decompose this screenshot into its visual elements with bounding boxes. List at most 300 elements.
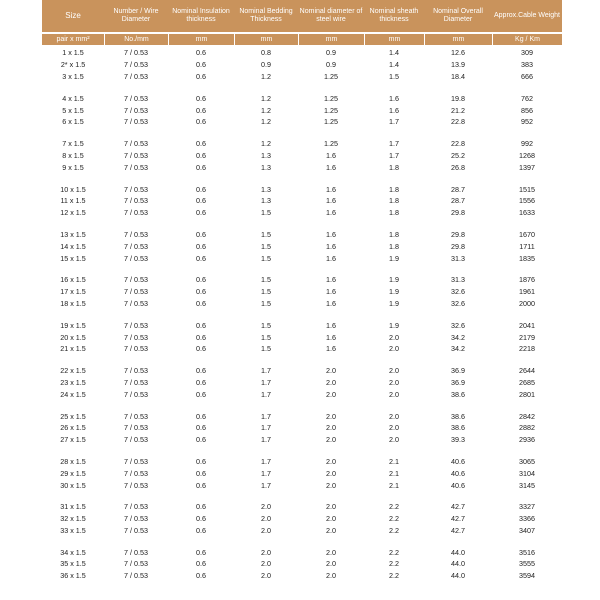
cell-bedding: 0.9	[261, 60, 271, 70]
cell-bedding: 1.5	[261, 344, 271, 354]
cell-insulation: 0.6	[196, 71, 206, 81]
cell-steel: 2.0	[326, 377, 336, 387]
cell-steel: 1.25	[324, 71, 338, 81]
cell-size: 1 x 1.5	[62, 48, 84, 58]
cell-weight: 3594	[519, 571, 535, 581]
table-row	[42, 365, 562, 377]
cell-sheath: 1.9	[389, 298, 399, 308]
row-group	[42, 183, 562, 218]
unit-size: pair x mm²	[56, 36, 90, 43]
cell-bedding: 1.7	[261, 389, 271, 399]
cell-size: 17 x 1.5	[60, 287, 86, 297]
cell-sheath: 2.0	[389, 344, 399, 354]
cell-sheath: 1.8	[389, 162, 399, 172]
cell-sheath: 2.0	[389, 411, 399, 421]
cell-sheath: 1.5	[389, 71, 399, 81]
cell-weight: 762	[521, 93, 533, 103]
table-row	[42, 343, 562, 355]
cell-sheath: 2.1	[389, 468, 399, 478]
cell-insulation: 0.6	[196, 514, 206, 524]
cell-wire: 7 / 0.53	[124, 344, 148, 354]
cell-steel: 1.25	[324, 117, 338, 127]
cell-overall: 36.9	[451, 366, 465, 376]
cell-weight: 2801	[519, 389, 535, 399]
table-row	[42, 71, 562, 83]
cell-insulation: 0.6	[196, 184, 206, 194]
cell-sheath: 2.1	[389, 456, 399, 466]
row-group	[42, 456, 562, 491]
table-row	[42, 410, 562, 422]
cell-wire: 7 / 0.53	[124, 60, 148, 70]
cell-weight: 2882	[519, 423, 535, 433]
header-size: Size	[65, 11, 81, 20]
unit-bedding: mm	[234, 34, 298, 45]
cell-overall: 44.0	[451, 571, 465, 581]
cell-overall: 44.0	[451, 559, 465, 569]
cell-sheath: 1.8	[389, 196, 399, 206]
cell-bedding: 1.7	[261, 480, 271, 490]
cell-sheath: 2.0	[389, 366, 399, 376]
cell-weight: 1876	[519, 275, 535, 285]
cell-steel: 2.0	[326, 571, 336, 581]
cell-wire: 7 / 0.53	[124, 117, 148, 127]
cell-overall: 31.3	[451, 275, 465, 285]
cell-overall: 12.6	[451, 48, 465, 58]
cell-insulation: 0.6	[196, 377, 206, 387]
cell-overall: 29.8	[451, 241, 465, 251]
cell-bedding: 2.0	[261, 571, 271, 581]
cell-weight: 3516	[519, 547, 535, 557]
cell-steel: 1.6	[326, 287, 336, 297]
cell-weight: 2685	[519, 377, 535, 387]
cell-size: 12 x 1.5	[60, 208, 86, 218]
cell-size: 8 x 1.5	[62, 150, 84, 160]
units-row	[42, 33, 562, 45]
cell-weight: 992	[521, 139, 533, 149]
header-sheath: Nominal sheath thickness	[369, 8, 419, 23]
cell-wire: 7 / 0.53	[124, 547, 148, 557]
cell-steel: 1.6	[326, 332, 336, 342]
row-group	[42, 546, 562, 581]
cell-weight: 2644	[519, 366, 535, 376]
cell-sheath: 2.2	[389, 514, 399, 524]
cell-steel: 2.0	[326, 559, 336, 569]
cell-size: 9 x 1.5	[62, 162, 84, 172]
cell-size: 35 x 1.5	[60, 559, 86, 569]
cell-weight: 2842	[519, 411, 535, 421]
cell-bedding: 2.0	[261, 502, 271, 512]
cell-overall: 19.8	[451, 93, 465, 103]
cell-sheath: 1.7	[389, 117, 399, 127]
cell-overall: 21.2	[451, 105, 465, 115]
row-group	[42, 47, 562, 82]
row-group	[42, 229, 562, 264]
cell-insulation: 0.6	[196, 502, 206, 512]
cell-sheath: 1.9	[389, 320, 399, 330]
cell-wire: 7 / 0.53	[124, 162, 148, 172]
cell-insulation: 0.6	[196, 344, 206, 354]
cell-steel: 1.6	[326, 162, 336, 172]
cell-bedding: 2.0	[261, 547, 271, 557]
cell-sheath: 2.1	[389, 480, 399, 490]
cell-overall: 42.7	[451, 525, 465, 535]
cell-wire: 7 / 0.53	[124, 456, 148, 466]
cell-overall: 22.8	[451, 117, 465, 127]
table-row	[42, 467, 562, 479]
cell-size: 32 x 1.5	[60, 514, 86, 524]
cell-steel: 1.6	[326, 229, 336, 239]
cell-bedding: 1.7	[261, 366, 271, 376]
cell-size: 16 x 1.5	[60, 275, 86, 285]
cell-weight: 2000	[519, 298, 535, 308]
cell-weight: 2936	[519, 435, 535, 445]
cell-sheath: 1.6	[389, 93, 399, 103]
table-row	[42, 240, 562, 252]
cell-insulation: 0.6	[196, 456, 206, 466]
cell-size: 7 x 1.5	[62, 139, 84, 149]
table-row	[42, 525, 562, 537]
cell-sheath: 2.2	[389, 559, 399, 569]
cell-insulation: 0.6	[196, 208, 206, 218]
table-row	[42, 546, 562, 558]
cell-sheath: 2.0	[389, 377, 399, 387]
table-row	[42, 138, 562, 150]
cell-weight: 952	[521, 117, 533, 127]
cell-wire: 7 / 0.53	[124, 423, 148, 433]
cell-size: 18 x 1.5	[60, 298, 86, 308]
cell-size: 13 x 1.5	[60, 229, 86, 239]
header-wire-diameter: Number / Wire Diameter	[113, 8, 159, 23]
cell-weight: 666	[521, 71, 533, 81]
header-weight: Approx.Cable Weight	[493, 12, 561, 19]
cell-weight: 3104	[519, 468, 535, 478]
cell-steel: 1.6	[326, 208, 336, 218]
cell-weight: 3407	[519, 525, 535, 535]
cell-wire: 7 / 0.53	[124, 229, 148, 239]
row-group	[42, 138, 562, 173]
table-row	[42, 59, 562, 71]
cell-size: 36 x 1.5	[60, 571, 86, 581]
cell-overall: 44.0	[451, 547, 465, 557]
cell-insulation: 0.6	[196, 105, 206, 115]
cable-spec-table	[42, 0, 562, 592]
cell-steel: 1.6	[326, 150, 336, 160]
cell-steel: 1.6	[326, 320, 336, 330]
cell-bedding: 1.3	[261, 184, 271, 194]
cell-steel: 2.0	[326, 411, 336, 421]
cell-size: 6 x 1.5	[62, 117, 84, 127]
cell-overall: 28.7	[451, 196, 465, 206]
cell-sheath: 1.8	[389, 184, 399, 194]
cell-overall: 38.6	[451, 389, 465, 399]
cell-insulation: 0.6	[196, 162, 206, 172]
cell-bedding: 1.5	[261, 275, 271, 285]
cell-overall: 40.6	[451, 456, 465, 466]
table-row	[42, 183, 562, 195]
table-row	[42, 570, 562, 582]
cell-wire: 7 / 0.53	[124, 298, 148, 308]
cell-wire: 7 / 0.53	[124, 208, 148, 218]
cell-weight: 1711	[519, 241, 535, 251]
unit-wire: No./mm	[104, 34, 168, 45]
cell-steel: 1.25	[324, 105, 338, 115]
cell-overall: 32.6	[451, 287, 465, 297]
cell-wire: 7 / 0.53	[124, 514, 148, 524]
cell-overall: 29.8	[451, 229, 465, 239]
cell-overall: 38.6	[451, 411, 465, 421]
cell-bedding: 2.0	[261, 514, 271, 524]
cell-insulation: 0.6	[196, 547, 206, 557]
cell-wire: 7 / 0.53	[124, 139, 148, 149]
cell-insulation: 0.6	[196, 287, 206, 297]
cell-overall: 29.8	[451, 208, 465, 218]
table-row	[42, 207, 562, 219]
cell-bedding: 1.5	[261, 253, 271, 263]
cell-overall: 40.6	[451, 468, 465, 478]
cell-bedding: 1.3	[261, 196, 271, 206]
table-row	[42, 388, 562, 400]
table-row	[42, 104, 562, 116]
cell-wire: 7 / 0.53	[124, 150, 148, 160]
cell-overall: 40.6	[451, 480, 465, 490]
cell-bedding: 1.5	[261, 229, 271, 239]
table-row	[42, 229, 562, 241]
cell-insulation: 0.6	[196, 571, 206, 581]
cell-overall: 13.9	[451, 60, 465, 70]
table-row	[42, 434, 562, 446]
table-row	[42, 195, 562, 207]
cell-overall: 42.7	[451, 514, 465, 524]
row-group	[42, 501, 562, 536]
cell-steel: 1.25	[324, 139, 338, 149]
cell-steel: 2.0	[326, 423, 336, 433]
cell-insulation: 0.6	[196, 332, 206, 342]
cell-size: 30 x 1.5	[60, 480, 86, 490]
cell-steel: 1.25	[324, 93, 338, 103]
row-group	[42, 365, 562, 400]
cell-insulation: 0.6	[196, 525, 206, 535]
cell-bedding: 1.5	[261, 332, 271, 342]
cell-steel: 2.0	[326, 480, 336, 490]
cell-insulation: 0.6	[196, 60, 206, 70]
cell-weight: 309	[521, 48, 533, 58]
cell-overall: 38.6	[451, 423, 465, 433]
table-row	[42, 558, 562, 570]
cell-wire: 7 / 0.53	[124, 275, 148, 285]
table-row	[42, 150, 562, 162]
table-row	[42, 319, 562, 331]
table-row	[42, 298, 562, 310]
cell-bedding: 1.7	[261, 435, 271, 445]
cell-wire: 7 / 0.53	[124, 389, 148, 399]
cell-wire: 7 / 0.53	[124, 93, 148, 103]
cell-overall: 32.6	[451, 298, 465, 308]
cell-overall: 28.7	[451, 184, 465, 194]
table-row	[42, 479, 562, 491]
cell-weight: 1268	[519, 150, 535, 160]
cell-wire: 7 / 0.53	[124, 480, 148, 490]
cell-size: 33 x 1.5	[60, 525, 86, 535]
cell-size: 28 x 1.5	[60, 456, 86, 466]
cell-steel: 2.0	[326, 547, 336, 557]
cell-overall: 32.6	[451, 320, 465, 330]
cell-weight: 1835	[519, 253, 535, 263]
cell-size: 10 x 1.5	[60, 184, 86, 194]
cell-wire: 7 / 0.53	[124, 571, 148, 581]
table-header	[42, 0, 562, 32]
cell-weight: 3366	[519, 514, 535, 524]
cell-size: 5 x 1.5	[62, 105, 84, 115]
cell-bedding: 1.5	[261, 287, 271, 297]
cell-insulation: 0.6	[196, 241, 206, 251]
cell-steel: 1.6	[326, 241, 336, 251]
cell-size: 11 x 1.5	[60, 196, 86, 206]
cell-overall: 18.4	[451, 71, 465, 81]
cell-bedding: 1.2	[261, 105, 271, 115]
cell-bedding: 2.0	[261, 525, 271, 535]
table-row	[42, 331, 562, 343]
cell-bedding: 1.7	[261, 468, 271, 478]
cell-sheath: 2.2	[389, 525, 399, 535]
cell-bedding: 1.5	[261, 298, 271, 308]
cell-size: 20 x 1.5	[60, 332, 86, 342]
table-row	[42, 286, 562, 298]
cell-weight: 3327	[519, 502, 535, 512]
cell-sheath: 1.9	[389, 253, 399, 263]
table-row	[42, 501, 562, 513]
cell-wire: 7 / 0.53	[124, 559, 148, 569]
cell-sheath: 1.8	[389, 241, 399, 251]
cell-sheath: 1.7	[389, 150, 399, 160]
cell-size: 19 x 1.5	[60, 320, 86, 330]
cell-insulation: 0.6	[196, 196, 206, 206]
cell-wire: 7 / 0.53	[124, 411, 148, 421]
cell-size: 24 x 1.5	[60, 389, 86, 399]
cell-insulation: 0.6	[196, 435, 206, 445]
cell-insulation: 0.6	[196, 389, 206, 399]
cell-overall: 25.2	[451, 150, 465, 160]
unit-weight: Kg / Km	[492, 34, 562, 45]
cell-wire: 7 / 0.53	[124, 377, 148, 387]
table-body	[42, 47, 562, 582]
cell-size: 22 x 1.5	[60, 366, 86, 376]
cell-weight: 3145	[519, 480, 535, 490]
cell-size: 31 x 1.5	[60, 502, 86, 512]
cell-size: 29 x 1.5	[60, 468, 86, 478]
cell-overall: 22.8	[451, 139, 465, 149]
cell-overall: 42.7	[451, 502, 465, 512]
table-row	[42, 116, 562, 128]
cell-overall: 31.3	[451, 253, 465, 263]
cell-wire: 7 / 0.53	[124, 366, 148, 376]
cell-sheath: 1.8	[389, 208, 399, 218]
cell-overall: 39.3	[451, 435, 465, 445]
cell-weight: 3065	[519, 456, 535, 466]
cell-wire: 7 / 0.53	[124, 435, 148, 445]
cell-bedding: 0.8	[261, 48, 271, 58]
cell-size: 3 x 1.5	[62, 71, 84, 81]
cell-wire: 7 / 0.53	[124, 287, 148, 297]
table-row	[42, 274, 562, 286]
cell-overall: 34.2	[451, 332, 465, 342]
cell-weight: 1961	[519, 287, 535, 297]
cell-steel: 0.9	[326, 60, 336, 70]
cell-insulation: 0.6	[196, 366, 206, 376]
cell-insulation: 0.6	[196, 48, 206, 58]
cell-size: 15 x 1.5	[60, 253, 86, 263]
header-steel-wire: Nominal diameter of steel wire	[299, 8, 363, 23]
cell-overall: 26.8	[451, 162, 465, 172]
header-insulation: Nominal Insulation thickness	[172, 8, 230, 23]
cell-weight: 383	[521, 60, 533, 70]
cell-overall: 36.9	[451, 377, 465, 387]
cell-weight: 1670	[519, 229, 535, 239]
cell-wire: 7 / 0.53	[124, 332, 148, 342]
cell-size: 27 x 1.5	[60, 435, 86, 445]
cell-bedding: 1.7	[261, 423, 271, 433]
cell-wire: 7 / 0.53	[124, 320, 148, 330]
cell-bedding: 1.5	[261, 320, 271, 330]
table-row	[42, 456, 562, 468]
cell-insulation: 0.6	[196, 150, 206, 160]
cell-sheath: 2.0	[389, 435, 399, 445]
cell-steel: 2.0	[326, 468, 336, 478]
row-group	[42, 319, 562, 354]
row-group	[42, 274, 562, 309]
cell-bedding: 1.2	[261, 139, 271, 149]
cell-weight: 2041	[519, 320, 535, 330]
cell-size: 21 x 1.5	[60, 344, 86, 354]
cell-wire: 7 / 0.53	[124, 241, 148, 251]
table-row	[42, 92, 562, 104]
cell-insulation: 0.6	[196, 298, 206, 308]
table-row	[42, 47, 562, 59]
table-row	[42, 161, 562, 173]
cell-weight: 3555	[519, 559, 535, 569]
cell-insulation: 0.6	[196, 139, 206, 149]
cell-sheath: 1.9	[389, 287, 399, 297]
cell-insulation: 0.6	[196, 559, 206, 569]
cell-steel: 2.0	[326, 502, 336, 512]
cell-size: 14 x 1.5	[60, 241, 86, 251]
cell-bedding: 1.7	[261, 411, 271, 421]
cell-wire: 7 / 0.53	[124, 196, 148, 206]
cell-wire: 7 / 0.53	[124, 105, 148, 115]
unit-overall: mm	[424, 34, 492, 45]
header-bedding: Nominal Bedding Thickness	[239, 8, 293, 23]
cell-steel: 1.6	[326, 344, 336, 354]
cell-wire: 7 / 0.53	[124, 71, 148, 81]
row-group	[42, 410, 562, 445]
table-row	[42, 377, 562, 389]
cell-bedding: 1.7	[261, 377, 271, 387]
cell-size: 23 x 1.5	[60, 377, 86, 387]
cell-insulation: 0.6	[196, 117, 206, 127]
unit-sheath: mm	[364, 34, 424, 45]
cell-insulation: 0.6	[196, 320, 206, 330]
row-group	[42, 92, 562, 127]
cell-sheath: 2.2	[389, 571, 399, 581]
unit-insulation: mm	[168, 34, 234, 45]
cell-weight: 856	[521, 105, 533, 115]
cell-steel: 1.6	[326, 275, 336, 285]
cell-steel: 1.6	[326, 253, 336, 263]
cell-bedding: 1.5	[261, 241, 271, 251]
cell-sheath: 2.0	[389, 423, 399, 433]
cell-wire: 7 / 0.53	[124, 525, 148, 535]
cell-steel: 2.0	[326, 456, 336, 466]
cell-size: 25 x 1.5	[60, 411, 86, 421]
